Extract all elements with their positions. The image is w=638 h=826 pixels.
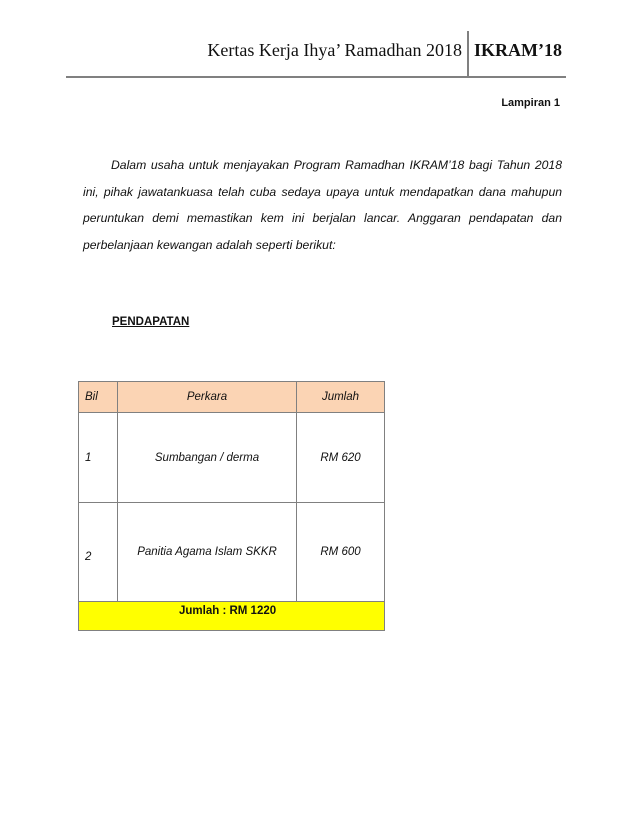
intro-paragraph: Dalam usaha untuk menjayakan Program Ramadhan IKRAM’18 bagi Tahun 2018 ini, pihak jawatankuasa telah cuba sedaya upaya untuk mendapatkan dana mahupun peruntukan demi memastikan kem ini berjalan lancar. Anggaran pendapatan dan perbelanjaan kewangan adalah seperti berikut: xyxy=(83,158,562,252)
header-perkara: Perkara xyxy=(118,382,297,413)
section-title: PENDAPATAN xyxy=(112,316,190,328)
row-jumlah: RM 600 xyxy=(297,503,385,602)
table-header-row xyxy=(79,382,385,413)
header-jumlah: Jumlah xyxy=(297,382,385,413)
document-brand: IKRAM’18 xyxy=(474,40,562,60)
appendix-label: Lampiran 1 xyxy=(501,97,560,109)
row-perkara: Sumbangan / derma xyxy=(118,413,297,503)
table-total-row xyxy=(79,602,385,631)
table-row xyxy=(79,503,385,602)
row-jumlah: RM 620 xyxy=(297,413,385,503)
header-divider xyxy=(467,31,469,76)
table-row xyxy=(79,413,385,503)
row-bil: 2 xyxy=(79,503,118,602)
row-bil: 1 xyxy=(79,413,118,503)
header-rule xyxy=(66,76,566,78)
income-table xyxy=(78,381,385,631)
row-perkara: Panitia Agama Islam SKKR xyxy=(118,503,297,602)
total-label: Jumlah : RM 1220 xyxy=(79,602,385,631)
header-bil: Bil xyxy=(79,382,118,413)
document-title: Kertas Kerja Ihya’ Ramadhan 2018 xyxy=(207,40,462,60)
